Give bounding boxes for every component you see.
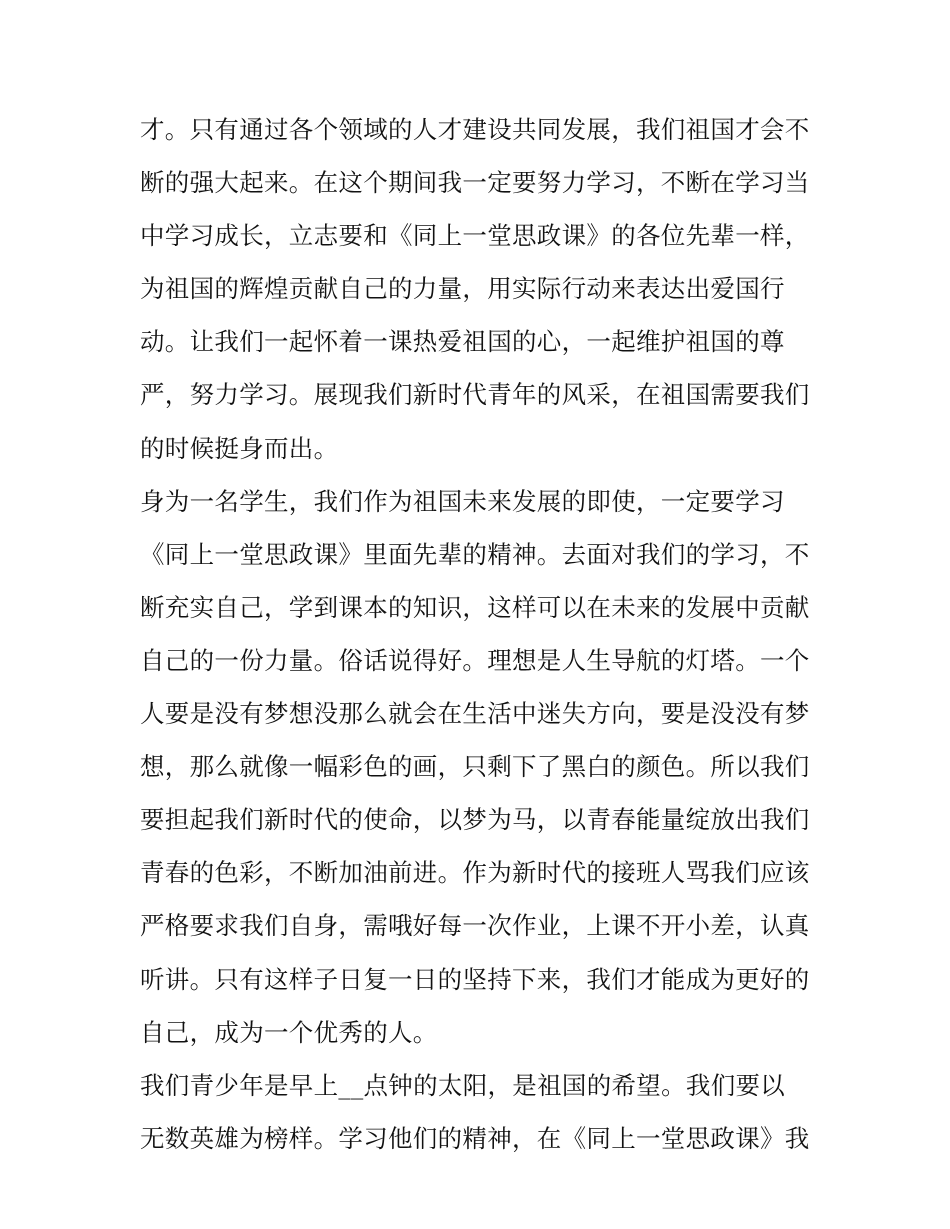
text-line: 我们青少年是早上__点钟的太阳，是祖国的希望。我们要以 — [140, 1070, 786, 1100]
text-line: 断充实自己，学到课本的知识，这样可以在未来的发展中贡献 — [140, 592, 810, 622]
text-line: 想，那么就像一幅彩色的画，只剩下了黑白的颜色。所以我们 — [140, 752, 810, 782]
text-line: 严，努力学习。展现我们新时代青年的风采，在祖国需要我们 — [140, 380, 810, 410]
text-line: 自己的一份力量。俗话说得好。理想是人生导航的灯塔。一个 — [140, 645, 810, 675]
text-line: 才。只有通过各个领域的人才建设共同发展，我们祖国才会不 — [140, 115, 810, 144]
text-line: 断的强大起来。在这个期间我一定要努力学习，不断在学习当 — [140, 168, 810, 198]
document-body — [140, 103, 820, 1165]
text-line: 为祖国的辉煌贡献自己的力量，用实际行动来表达出爱国行 — [140, 274, 785, 304]
text-line: 动。让我们一起怀着一课热爱祖国的心，一起维护祖国的尊 — [140, 327, 785, 357]
text-line: 《同上一堂思政课》里面先辈的精神。去面对我们的学习，不 — [140, 539, 810, 569]
text-line: 中学习成长，立志要和《同上一堂思政课》的各位先辈一样， — [140, 221, 810, 251]
text-line: 严格要求我们自身，需哦好每一次作业，上课不开小差，认真 — [140, 911, 810, 941]
text-line: 青春的色彩，不断加油前进。作为新时代的接班人骂我们应该 — [140, 858, 810, 888]
text-line: 要担起我们新时代的使命，以梦为马，以青春能量绽放出我们 — [140, 805, 810, 835]
text-line: 自己，成为一个优秀的人。 — [140, 1017, 438, 1047]
text-line: 的时候挺身而出。 — [140, 433, 339, 463]
text-line: 身为一名学生，我们作为祖国未来发展的即使，一定要学习 — [140, 486, 785, 516]
text-line: 听讲。只有这样子日复一日的坚持下来，我们才能成为更好的 — [140, 964, 810, 994]
text-line: 人要是没有梦想没那么就会在生活中迷失方向，要是没没有梦 — [140, 699, 810, 729]
text-line: 无数英雄为榜样。学习他们的精神，在《同上一堂思政课》我 — [140, 1123, 810, 1153]
